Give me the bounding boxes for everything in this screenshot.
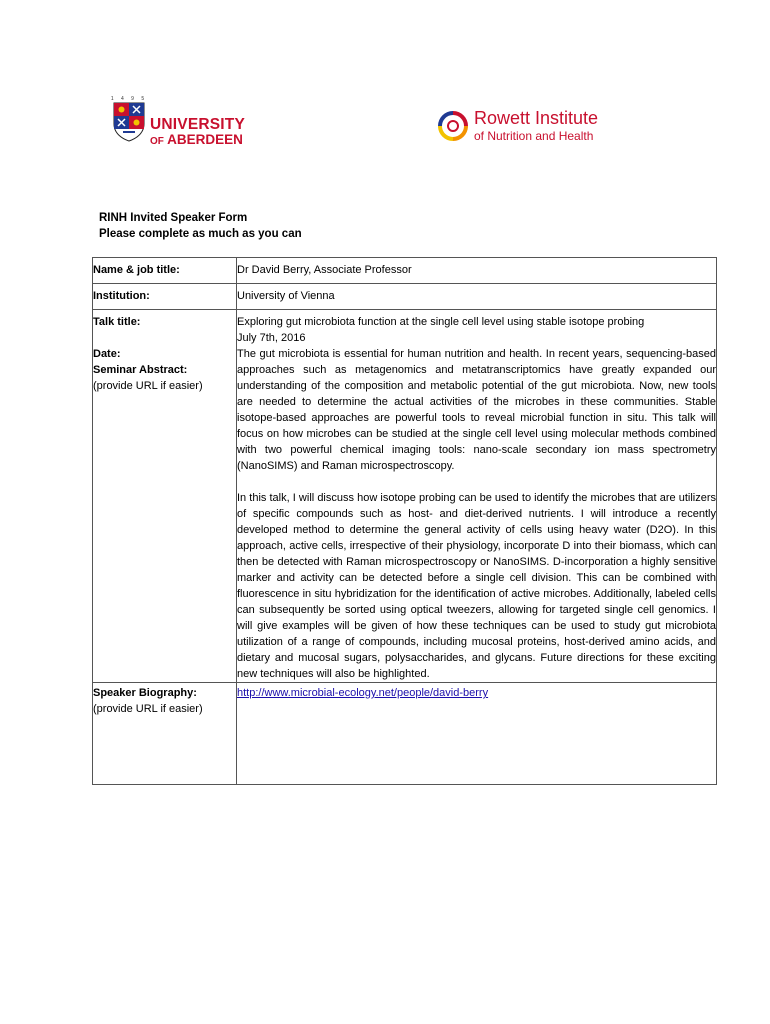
abstract-paragraph-1: The gut microbiota is essential for human nutrition and health. In recent years, sequencing-based approaches such as metagenomics and metatranscriptomics have greatly expanded our understanding of the composition and metabolic potential of the gut microbiota. Now, new tools are needed to determine the actual activities of the microbes in these communities. Stable isotope-based approaches are powerful tools to reveal microbial function in situ. This talk will focus on how microbes can be studied at the single cell level using molecular methods combined with two powerful chemical imaging tools: nano-scale secondary ion mass spectrometry (NanoSIMS) and Raman microspectroscopy. (237, 348, 716, 472)
biography-label: Speaker Biography: (93, 687, 197, 699)
row-biography (93, 683, 717, 785)
university-of-aberdeen-logo (110, 96, 260, 152)
form-title: RINH Invited Speaker Form (99, 212, 248, 224)
row-talk-date-abstract (93, 310, 717, 683)
rowett-swirl-icon (437, 110, 469, 142)
talk-title-label: Talk title: (93, 316, 141, 328)
rowett-logo-line2: of Nutrition and Health (474, 129, 594, 143)
name-value: Dr David Berry, Associate Professor (237, 264, 412, 276)
crest-icon: 1 4 9 5 (110, 96, 148, 146)
abstract-hint: (provide URL if easier) (93, 380, 203, 392)
biography-hint: (provide URL if easier) (93, 703, 203, 715)
row-institution (93, 284, 717, 310)
institution-label: Institution: (93, 290, 150, 302)
abstract-label: Seminar Abstract: (93, 364, 188, 376)
speaker-form-table (92, 257, 717, 785)
talk-title-value: Exploring gut microbiota function at the single cell level using stable isotope probing (237, 316, 645, 328)
rowett-logo-line1: Rowett Institute (474, 108, 599, 128)
form-heading (99, 210, 302, 242)
abstract-paragraph-2: In this talk, I will discuss how isotope probing can be used to identify the microbes that are utilizers of specific compounds such as host- and diet-derived nutrients. I will introduce a recently developed method to determine the general activity of cells using heavy water (D2O). In this approach, active cells, irrespective of their physiology, incorporate D into their biomass, which can then be detected with Raman microspectroscopy or NanoSIMS. D-incorporation a highly sensitive marker and activity can be detected before a single cell division. This can be combined with fluorescence in situ hybridization for the identification of active microbes. Additionally, labeled cells can subsequently be sorted using optical tweezers, allowing for targeted single cell genomics. I will give examples will be given of how these techniques can be used to study gut microbiota utilization of a range of compounds, including mucosal proteins, host-derived amino acids, and dietary and mucosal sugars, polysaccharides, and glycans. Future directions for these exciting new techniques will also be highlighted. (237, 492, 716, 680)
rowett-institute-logo (437, 108, 637, 148)
aberdeen-logo-line2: OF ABERDEEN (150, 132, 243, 147)
aberdeen-logo-line1: UNIVERSITY (150, 116, 246, 133)
institution-value: University of Vienna (237, 290, 335, 302)
name-label: Name & job title: (93, 264, 180, 276)
form-subtitle: Please complete as much as you can (99, 228, 302, 240)
date-value: July 7th, 2016 (237, 332, 306, 344)
row-name (93, 258, 717, 284)
date-label: Date: (93, 348, 121, 360)
biography-link[interactable]: http://www.microbial-ecology.net/people/david-berry (237, 687, 489, 699)
